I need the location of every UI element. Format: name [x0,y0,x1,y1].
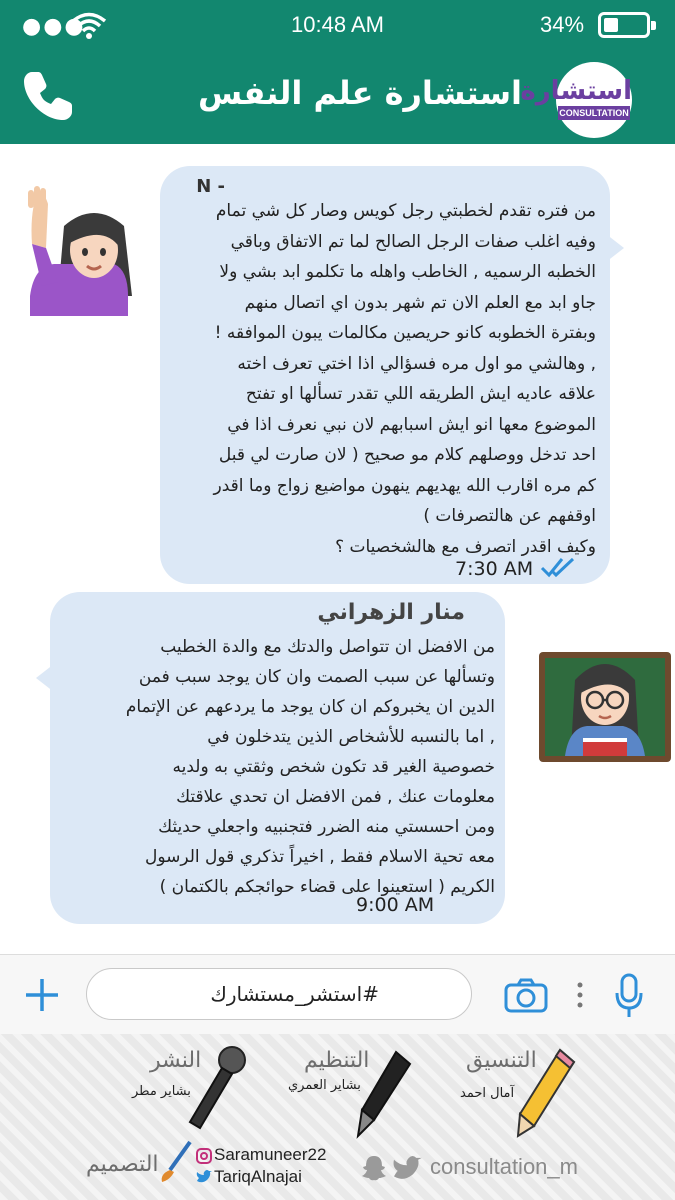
read-receipt-icon [540,556,576,578]
organization-title: التنظيم [304,1048,370,1073]
camera-icon[interactable] [504,977,548,1013]
message-input-bar [0,954,675,1035]
message-sender: N - [196,176,225,197]
coordination-name: آمال احمد [460,1086,515,1101]
twitter-handle: TariqAlnajai [214,1167,302,1186]
battery-fill [604,18,618,32]
twitter-logo-icon [392,1156,422,1182]
pencil-icon [516,1048,576,1138]
message-time: 7:30 AM [455,558,534,580]
instagram-handle: Saramuneer22 [214,1145,327,1164]
signal-icon: ●●● [22,14,86,39]
brush-icon [158,1140,194,1184]
phone-icon[interactable] [18,66,78,126]
publishing-title: النشر [150,1048,202,1073]
microphone-icon[interactable] [614,973,644,1019]
message-input[interactable] [86,968,472,1020]
message-input-value: #استشر_مستشارك [210,982,379,1006]
credits-footer [0,1034,675,1200]
consultation-logo [520,62,632,138]
chat-header [0,52,675,144]
more-options-icon[interactable] [576,977,584,1013]
organization-name: بشاير العمري [288,1078,361,1093]
message-sender: منار الزهراني [317,600,465,625]
battery-icon [598,12,650,38]
twitter-icon [196,1170,212,1184]
logo-subtext: CONSULTATION [559,108,629,118]
consultant-avatar-icon [537,640,673,764]
design-title: التصميم [86,1152,159,1177]
message-time: 9:00 AM [356,894,435,916]
coordination-title: التنسيق [466,1048,537,1073]
microphone-credit-icon [188,1044,248,1134]
plus-icon[interactable] [22,975,62,1015]
pen-icon [354,1050,414,1140]
instagram-icon [196,1148,212,1164]
logo-text: استشارة [520,76,632,106]
message-text: من الافضل ان تتواصل والدتك مع والدة الخطيب وتسألها عن سبب الصمت وان كان يوجد سبب فمن الدين ان يخبروكم ان كان يوجد ما يردعهم عن الإتمام , اما بالنسبه للأشخاص الذين يتدخلون في خصوصية الغير قد تكون شخص وثقتي به ولديه معلومات عنك , فمن الافضل ان تحدي علاقتك ومن احسستي منه الضرر فتجنبيه واجعلي حديثك معه تحية الاسلام فقط , اخيراً تذكري قول الرسول الكريم ( استعينوا على قضاء حوائجكم بالكتمان ) [125,637,495,897]
publishing-name: بشاير مطر [132,1084,191,1099]
account-handle: consultation_m [430,1154,578,1179]
message-bubble-incoming[interactable] [160,166,610,584]
chat-title: استشارة علم النفس [198,74,522,112]
user-avatar-icon [24,186,134,316]
status-time: 10:48 AM [291,12,384,37]
status-bar [0,0,675,52]
message-text: من فتره تقدم لخطبتي رجل كويس وصار كل شي تمام وفيه اغلب صفات الرجل الصالح لما تم الاتفاق وباقي الخطبه الرسميه , الخاطب واهله ما تكلمو ابد بشي ولا جاو ابد مع العلم الان تم شهر بدون اي اتصال منهم وبفترة الخطوبه كانو حريصين مكالمات يبون الموافقه ! , وهالشي مو اول مره فسؤالي اذا اختي تعرف اخته علاقه عاديه ايش الطريقه اللي تقدر تسألها او تفتح الموضوع معها انو ايش اسبابهم لان نبي نعرف اذا في احد تدخل ووصلهم كلام مو صحيح ( لان صارت لي قبل كم مره اقارب الله يهديهم ينهون مواضيع زواج وما اقدر اوقفهم عن هالتصرفات ) وكيف اقدر اتصرف مع هالشخصيات ؟ [213,201,596,557]
battery-percent: 34% [540,12,585,37]
message-bubble-reply[interactable] [50,592,505,924]
snapchat-icon [360,1154,388,1182]
